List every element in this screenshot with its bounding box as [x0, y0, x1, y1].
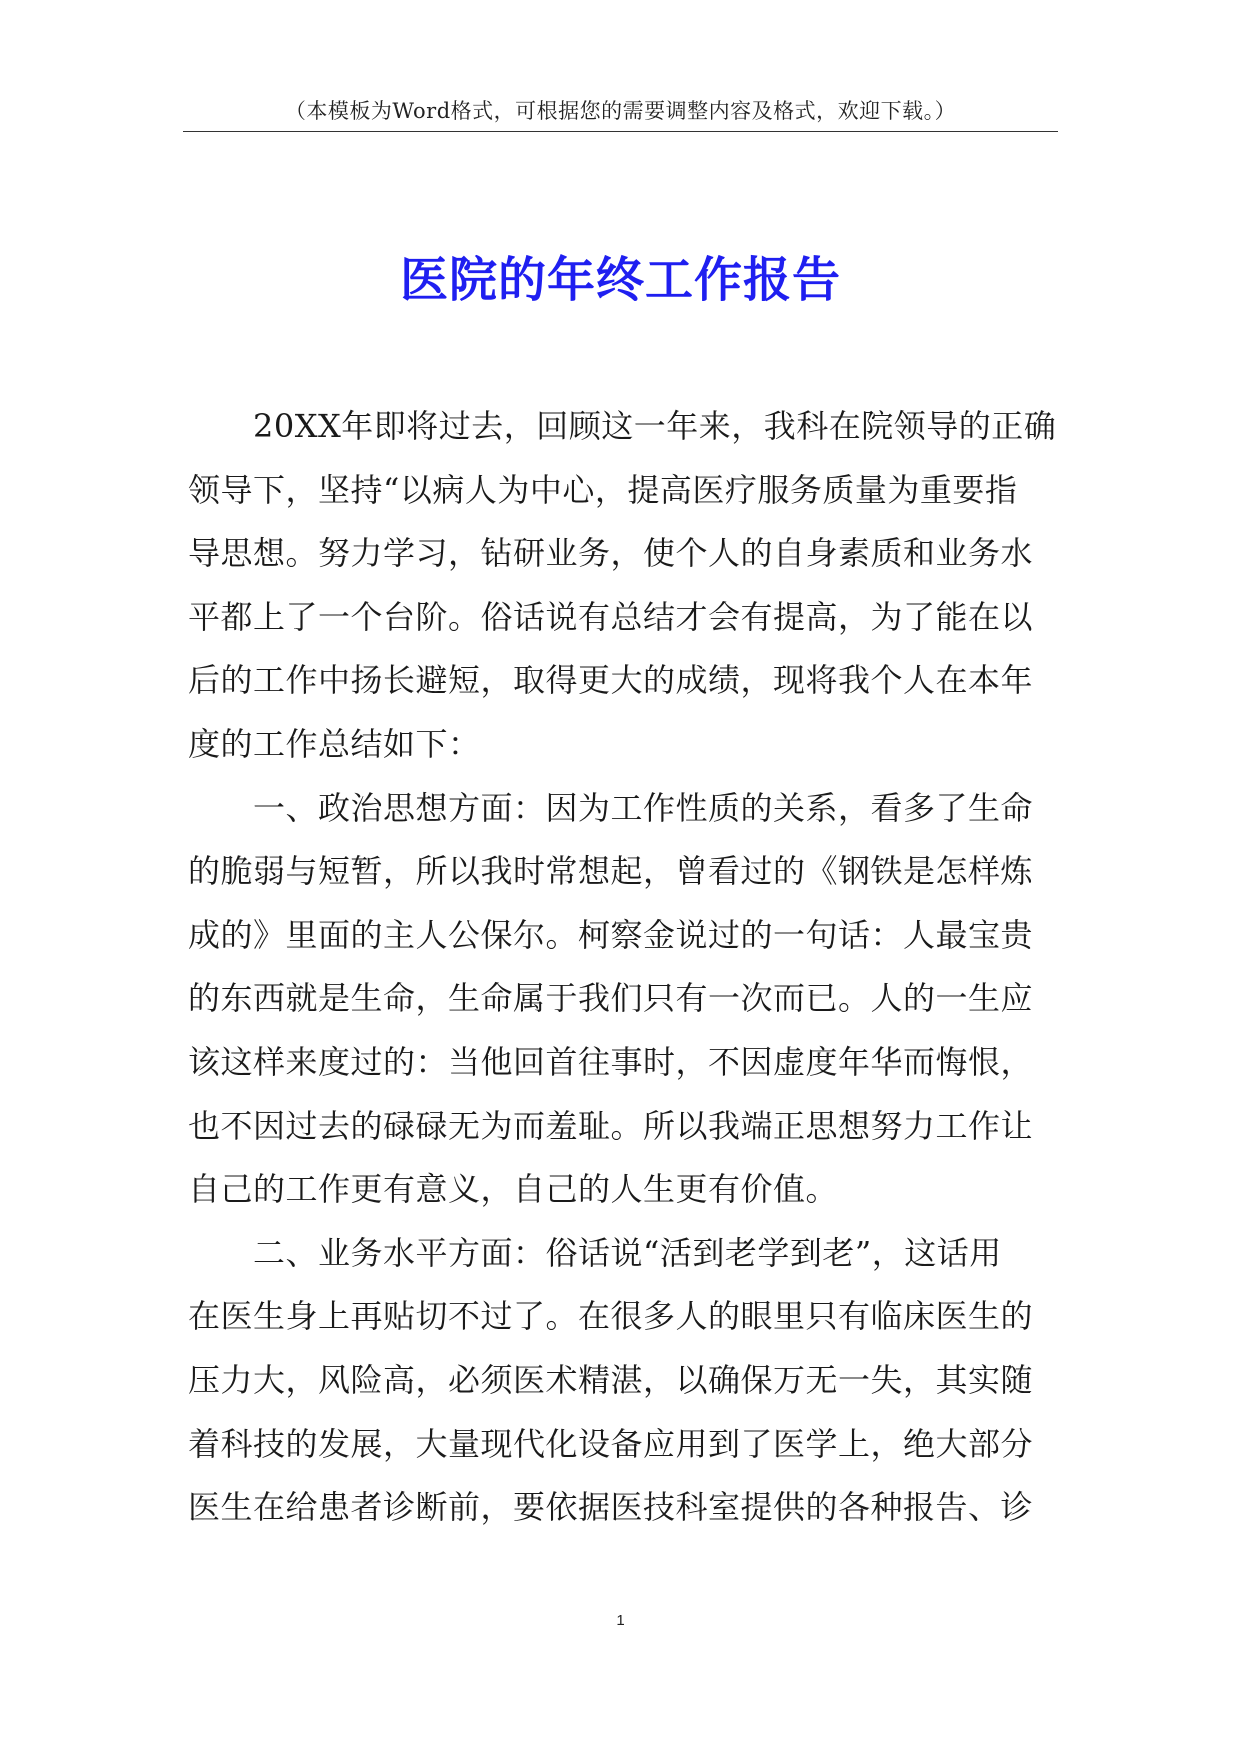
text-line: 20XX年即将过去，回顾这一年来，我科在院领导的正确	[253, 407, 1057, 445]
text-line: 领导下，坚持“以病人为中心，提高医疗服务质量为重要指	[188, 470, 1018, 509]
document-title: 医院的年终工作报告	[399, 252, 841, 309]
page-number: 1	[616, 1612, 625, 1629]
text-line: 后的工作中扬长避短，取得更大的成绩，现将我个人在本年	[188, 661, 1034, 700]
text-line: 一、政治思想方面：因为工作性质的关系，看多了生命	[253, 788, 1034, 827]
paragraph-political	[188, 777, 1058, 1222]
paragraph-professional	[188, 1222, 1058, 1540]
text-line: 在医生身上再贴切不过了。在很多人的眼里只有临床医生的	[188, 1297, 1034, 1336]
template-note: （本模板为Word格式，可根据您的需要调整内容及格式，欢迎下载。）	[284, 99, 957, 123]
text-line: 也不因过去的碌碌无为而羞耻。所以我端正思想努力工作让	[188, 1106, 1034, 1145]
text-line: 成的》里面的主人公保尔。柯察金说过的一句话：人最宝贵	[188, 915, 1034, 954]
text-line: 二、业务水平方面：俗话说“活到老学到老”，这话用	[253, 1233, 1002, 1272]
text-line: 压力大，风险高，必须医术精湛，以确保万无一失，其实随	[188, 1360, 1034, 1399]
header-divider	[183, 131, 1058, 132]
text-line: 该这样来度过的：当他回首往事时，不因虚度年华而悔恨，	[188, 1042, 1034, 1081]
text-line: 的脆弱与短暂，所以我时常想起，曾看过的《钢铁是怎样炼	[188, 852, 1034, 891]
text-line: 度的工作总结如下：	[188, 724, 481, 763]
text-line: 医生在给患者诊断前，要依据医技科室提供的各种报告、诊	[188, 1488, 1034, 1527]
paragraph-intro	[188, 395, 1058, 777]
text-line: 导思想。努力学习，钻研业务，使个人的自身素质和业务水	[188, 534, 1034, 573]
text-line: 平都上了一个台阶。俗话说有总结才会有提高，为了能在以	[188, 597, 1034, 636]
document-body	[188, 395, 1058, 1540]
text-line: 着科技的发展，大量现代化设备应用到了医学上，绝大部分	[188, 1424, 1034, 1463]
text-line: 自己的工作更有意义，自己的人生更有价值。	[188, 1170, 839, 1209]
text-line: 的东西就是生命，生命属于我们只有一次而已。人的一生应	[188, 979, 1034, 1018]
